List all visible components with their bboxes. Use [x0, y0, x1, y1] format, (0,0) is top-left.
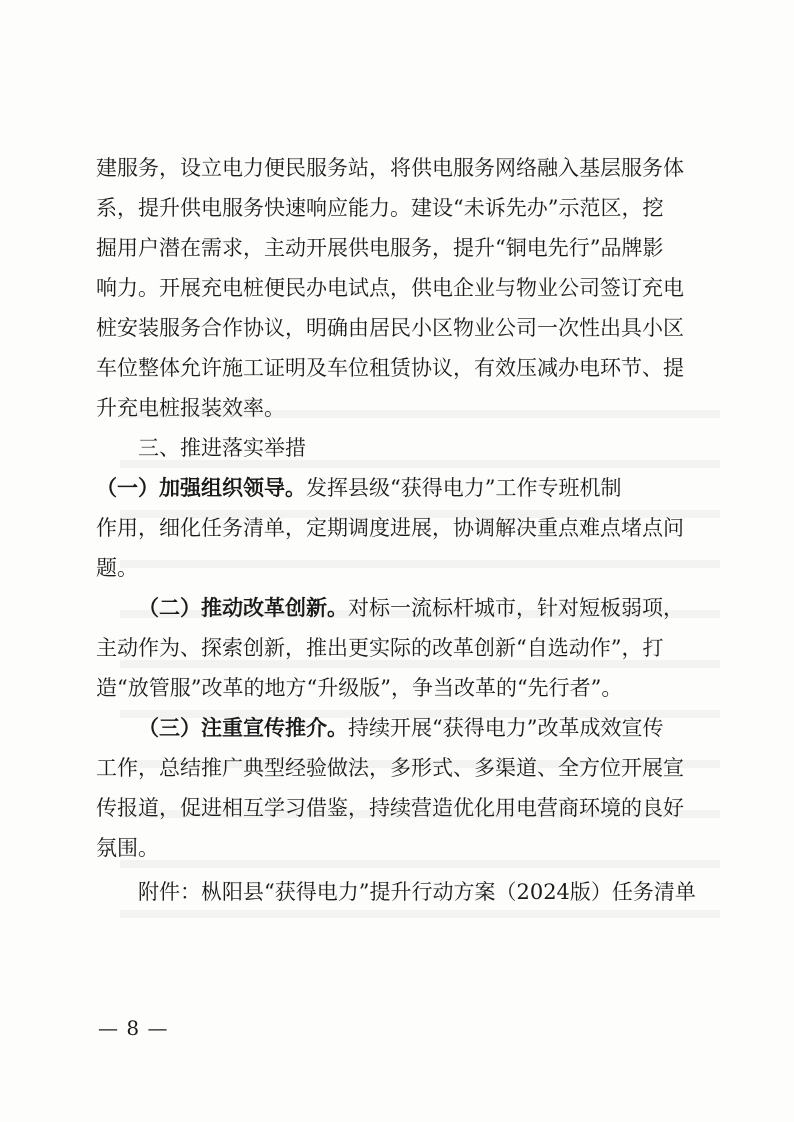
measure-paragraph-1 [96, 468, 696, 588]
text-line: 造“放管服”改革的地方“升级版”，争当改革的“先行者”。 [96, 676, 623, 700]
text-line: 响力。开展充电桩便民办电试点，供电企业与物业公司签订充电 [96, 276, 684, 300]
document-body [96, 148, 696, 868]
text-line: 桩安装服务合作协议，明确由居民小区物业公司一次性出具小区 [96, 316, 684, 340]
text-line: 建服务，设立电力便民服务站，将供电服务网络融入基层服务体 [96, 156, 684, 180]
text-line: 氛围。 [96, 836, 159, 860]
measure-lead: （三）注重宣传推介。 [138, 715, 348, 740]
text-line: 题。 [96, 556, 138, 580]
measure-text: 持续开展“获得电力”改革成效宣传 [348, 716, 664, 740]
attachment-note: 附件：枞阳县“获得电力”提升行动方案（2024版）任务清单 [138, 880, 696, 904]
text-line: 系，提升供电服务快速响应能力。建设“未诉先办”示范区，挖 [96, 196, 664, 220]
measure-text: 对标一流标杆城市，针对短板弱项， [348, 596, 684, 620]
measure-paragraph-2 [96, 588, 696, 708]
text-line: 传报道，促进相互学习借鉴，持续营造优化用电营商环境的良好 [96, 796, 684, 820]
section-heading: 三、推进落实举措 [138, 436, 306, 460]
paragraph-continuation [96, 148, 696, 428]
measure-text: 发挥县级“获得电力”工作专班机制 [306, 476, 622, 500]
text-line: 工作，总结推广典型经验做法，多形式、多渠道、全方位开展宣 [96, 756, 684, 780]
text-line: 掘用户潜在需求，主动开展供电服务，提升“铜电先行”品牌影 [96, 236, 664, 260]
text-line: 车位整体允许施工证明及车位租赁协议，有效压减办电环节、提 [96, 356, 684, 380]
text-line: 作用，细化任务清单，定期调度进展，协调解决重点难点堵点问 [96, 516, 684, 540]
page-number: — 8 — [98, 1016, 169, 1040]
measure-lead: （二）推动改革创新。 [138, 595, 348, 620]
text-line: 升充电桩报装效率。 [96, 396, 285, 420]
text-line: 主动作为、探索创新，推出更实际的改革创新“自选动作”，打 [96, 636, 664, 660]
measure-paragraph-3 [96, 708, 696, 868]
measure-lead: （一）加强组织领导。 [96, 475, 306, 500]
